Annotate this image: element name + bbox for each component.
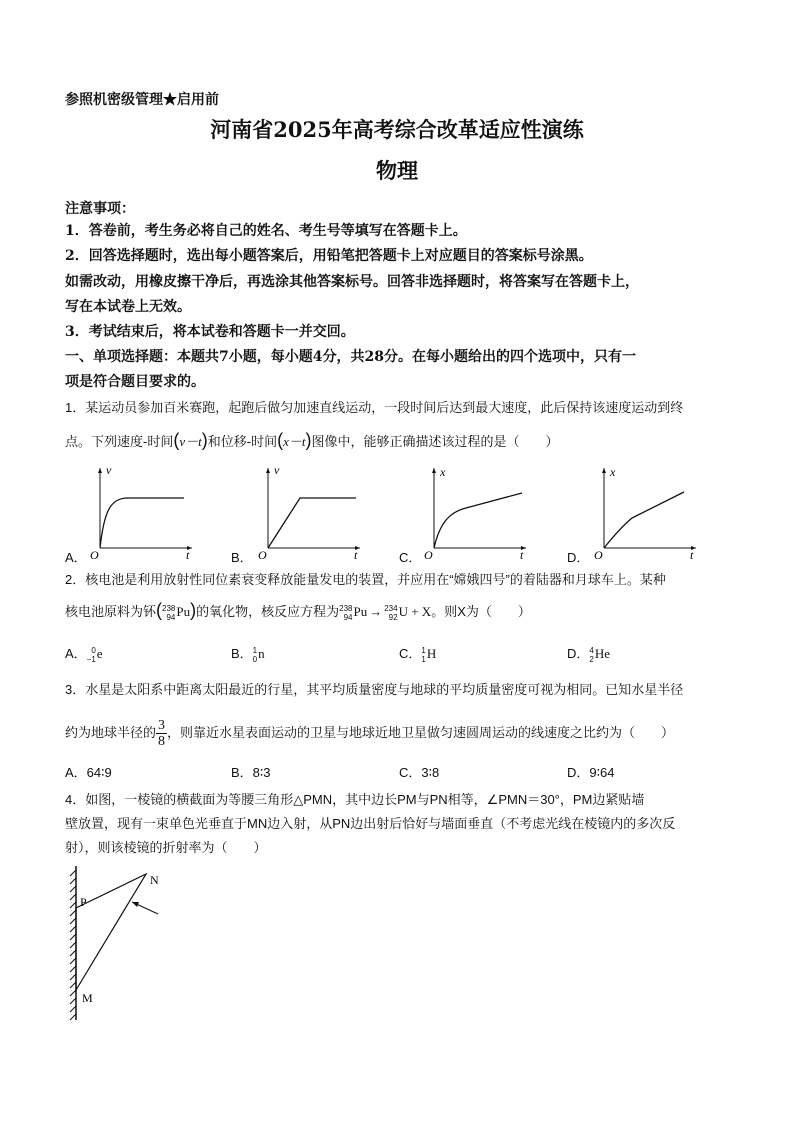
q1-option-c-label: C． bbox=[399, 550, 422, 565]
q2-opt-a-label: A． bbox=[65, 646, 87, 661]
q3-option-c: C．3∶8 bbox=[399, 765, 440, 780]
q1-option-b-label: B． bbox=[231, 550, 253, 565]
q2-line2-c: 。则X为（ ） bbox=[431, 604, 531, 619]
notice-item-3: 3．考试结束后，将本试卷和答题卡一并交回。 bbox=[65, 324, 355, 340]
q2-opt-d-sym: He bbox=[594, 646, 611, 661]
eq-pu-symbol: Pu bbox=[353, 604, 368, 619]
q4-line3: 射），则该棱镜的折射率为（ ） bbox=[65, 840, 267, 855]
eq-pu-mass: 238 bbox=[339, 603, 353, 613]
q2-line2-a: 核电池原料为钚 bbox=[65, 604, 157, 619]
wall-hatching bbox=[70, 870, 76, 1020]
q1-line1: 1．某运动员参加百米赛跑，起跑后做匀加速直线运动，一段时间后达到最大速度，此后保持该速度运动到终 bbox=[65, 400, 684, 415]
prism-figure bbox=[62, 862, 182, 1022]
notice-heading: 注意事项： bbox=[65, 201, 135, 217]
q1-line2: 点。下列速度-时间(v－t)和位移-时间(x－t)图像中，能够正确描述该过程的是（ ） bbox=[65, 430, 559, 450]
q2-opt-b-label: B． bbox=[231, 646, 253, 661]
graph-c-ylabel: x bbox=[440, 465, 446, 479]
q1-option-d-label: D． bbox=[567, 550, 590, 565]
q2-opt-a-sym: e bbox=[96, 646, 103, 661]
graph-a bbox=[88, 462, 198, 562]
q3-line2-b: ，则靠近水星表面运动的卫星与地球近地卫星做匀速圆周运动的线速度之比约为（ ） bbox=[167, 724, 675, 740]
q2-opt-c-sup: 1 bbox=[421, 645, 426, 655]
q2-opt-c-label: C． bbox=[399, 646, 422, 661]
q4-line1: 4．如图，一棱镜的横截面为等腰三角形△PMN，其中边长PM与PN相等，∠PMN＝30°，PM边紧贴墙 bbox=[65, 792, 645, 807]
q1-line2-b: 和位移-时间 bbox=[207, 434, 278, 449]
q2-opt-b-sup: 1 bbox=[252, 645, 258, 655]
notice-item-1: 1．答卷前，考生务必将自己的姓名、考生号等填写在答题卡上。 bbox=[65, 223, 467, 239]
q2-opt-a-sup: 0 bbox=[91, 645, 96, 655]
u-atomic-number: 92 bbox=[388, 612, 398, 622]
q1-line2-a: 点。下列速度-时间 bbox=[65, 434, 174, 449]
q2-opt-a-sub: −1 bbox=[86, 654, 96, 664]
exam-title: 河南省2025年高考综合改革适应性演练 bbox=[210, 117, 584, 142]
light-arrow bbox=[132, 902, 139, 907]
pu-symbol: Pu bbox=[176, 604, 191, 619]
q3-option-a: A．64∶9 bbox=[65, 765, 112, 780]
pu-atomic-number: 94 bbox=[166, 612, 176, 622]
q2-opt-d-sup: 4 bbox=[589, 645, 594, 655]
secrecy-label: 参照机密级管理★启用前 bbox=[65, 92, 219, 108]
q3-frac-den: 8 bbox=[158, 734, 166, 749]
graph-b-ylabel: v bbox=[274, 463, 280, 477]
graph-c bbox=[422, 462, 532, 562]
q2-opt-b-sym: n bbox=[258, 646, 265, 661]
graph-d-xlabel: t bbox=[690, 548, 694, 562]
reaction-arrow: → bbox=[369, 604, 383, 619]
graph-b bbox=[256, 462, 366, 562]
q3-line2 bbox=[65, 718, 674, 749]
graph-c-origin: O bbox=[424, 548, 433, 562]
graph-b-origin: O bbox=[258, 548, 267, 562]
q2-option-c bbox=[399, 644, 436, 664]
graph-d-ylabel: x bbox=[610, 465, 616, 479]
q2-line1: 2．核电池是利用放射性同位素衰变释放能量发电的装置，并应用在“嫦娥四号”的着陆器和月球车上。某种 bbox=[65, 572, 666, 587]
q1-option-a-label: A． bbox=[65, 550, 87, 565]
q2-opt-c-sym: H bbox=[426, 646, 437, 661]
subject-title: 物理 bbox=[376, 158, 418, 183]
section-heading-line2: 项是符合题目要求的。 bbox=[65, 374, 205, 390]
u-symbol: U + X bbox=[398, 604, 432, 619]
section-heading-line1: 一、单项选择题：本题共7小题，每小题4分，共28分。在每小题给出的四个选项中，只有一 bbox=[65, 349, 636, 365]
q1-xt: x－t bbox=[283, 434, 306, 449]
q2-opt-b-sub: 0 bbox=[252, 654, 258, 664]
graph-a-ylabel: v bbox=[106, 463, 112, 477]
q1-line2-c: 图像中，能够正确描述该过程的是（ ） bbox=[311, 434, 559, 449]
graph-b-xlabel: t bbox=[354, 548, 358, 562]
graph-c-xlabel: t bbox=[520, 548, 524, 562]
prism-triangle bbox=[76, 874, 146, 990]
notice-item-2-cont1: 如需改动，用橡皮擦干净后，再选涂其他答案标号。回答非选择题时，将答案写在答题卡上， bbox=[65, 274, 639, 290]
q2-line2-b: 的氧化物，核反应方程为 bbox=[196, 604, 340, 619]
q2-line2: 核电池原料为钚( 238 94 Pu)的氧化物，核反应方程为 238 94 Pu → 234 92 U + X。则X为（ ） bbox=[65, 600, 531, 622]
q2-opt-d-label: D． bbox=[567, 646, 590, 661]
q3-option-b: B．8∶3 bbox=[231, 765, 271, 780]
q3-frac-num: 3 bbox=[158, 718, 166, 733]
graph-a-origin: O bbox=[90, 548, 99, 562]
q3-option-d: D．9∶64 bbox=[567, 765, 615, 780]
q2-option-a bbox=[65, 644, 103, 664]
q4-line2: 壁放置，现有一束单色光垂直于MN边入射，从PN边出射后恰好与墙面垂直（不考虑光线在棱镜内的多次反 bbox=[65, 816, 676, 831]
graph-d-origin: O bbox=[594, 548, 603, 562]
q1-vt: v－t bbox=[179, 434, 202, 449]
q3-line2-a: 约为地球半径的 bbox=[65, 724, 157, 740]
q2-option-d bbox=[567, 644, 610, 664]
q3-fraction bbox=[156, 718, 167, 749]
pu-mass-number: 238 bbox=[162, 603, 176, 613]
label-m: M bbox=[82, 991, 93, 1005]
q2-opt-d-sub: 2 bbox=[589, 654, 594, 664]
eq-pu-num: 94 bbox=[343, 612, 353, 622]
u-mass-number: 234 bbox=[384, 603, 398, 613]
graph-d bbox=[592, 462, 702, 562]
notice-item-2: 2．回答选择题时，选出每小题答案后，用铅笔把答题卡上对应题目的答案标号涂黑。 bbox=[65, 248, 593, 264]
graph-a-xlabel: t bbox=[186, 548, 190, 562]
label-n: N bbox=[150, 873, 159, 887]
q2-opt-c-sub: 1 bbox=[421, 654, 426, 664]
notice-item-2-cont2: 写在本试卷上无效。 bbox=[65, 299, 191, 315]
label-p: P bbox=[80, 895, 87, 909]
q3-line1: 3．水星是太阳系中距离太阳最近的行星，其平均质量密度与地球的平均质量密度可视为相同。已知水星半径 bbox=[65, 682, 684, 697]
q2-option-b bbox=[231, 644, 265, 664]
